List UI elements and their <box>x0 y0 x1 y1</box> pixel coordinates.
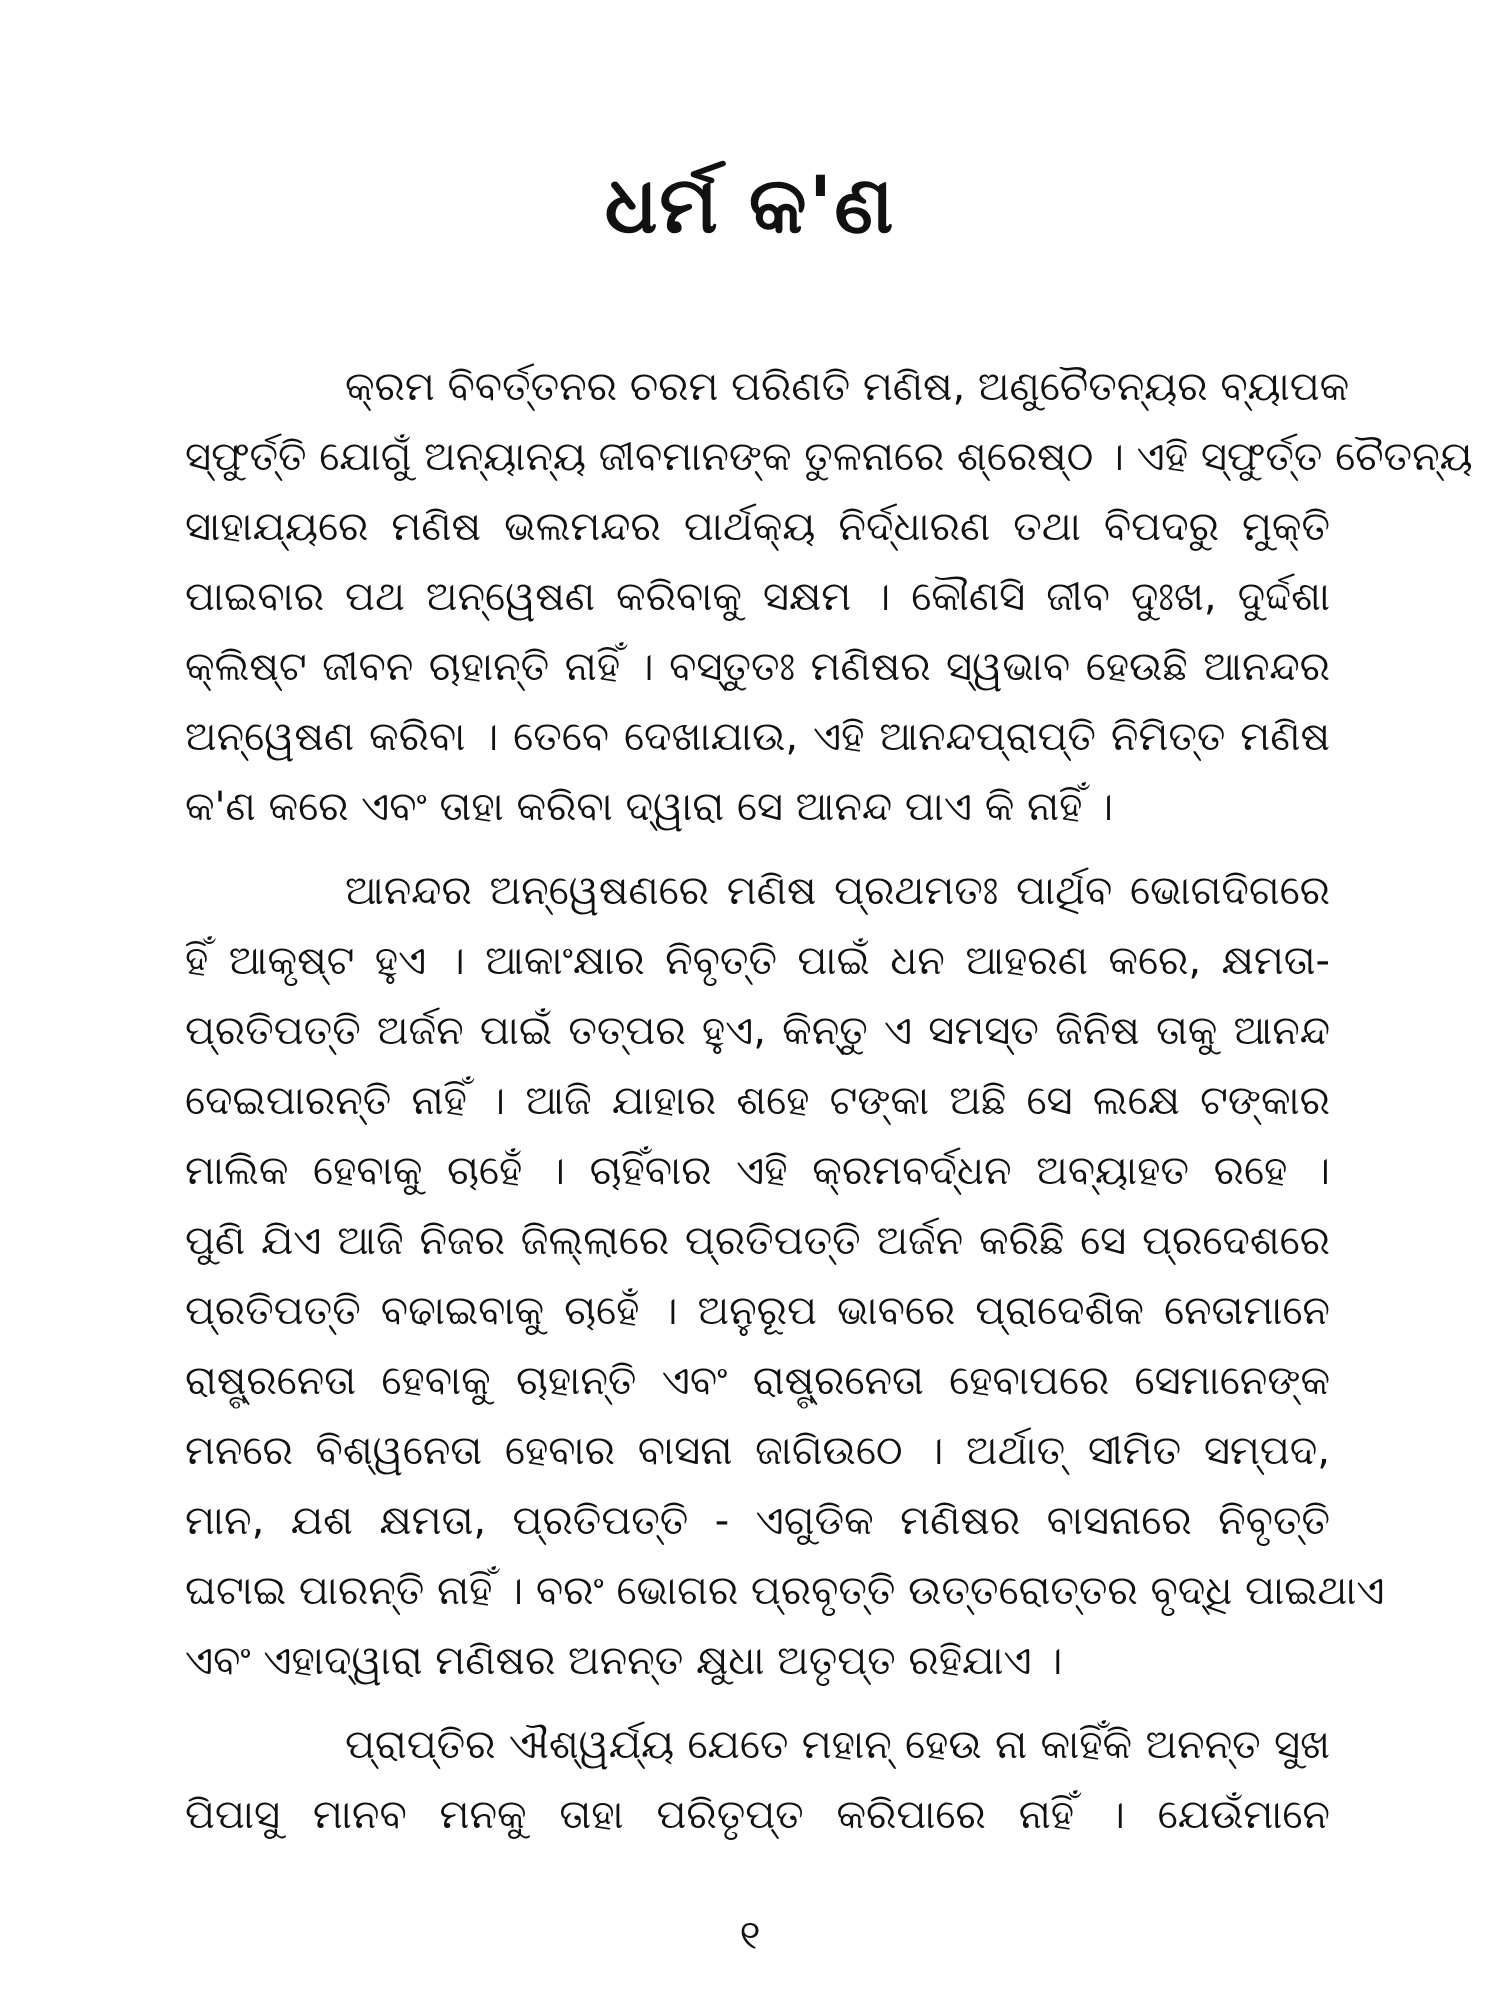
paragraph-3 <box>185 1710 1330 1850</box>
text-line: ପାଇବାର ପଥ ଅନ୍ୱେଷଣ କରିବାକୁ ସକ୍ଷମ । କୌଣସି ଜୀବ ଦୁଃଖ, ଦୁର୍ଦ୍ଦଶା <box>185 574 1330 620</box>
text-line: କ'ଣ କରେ ଏବଂ ତାହା କରିବା ଦ୍ୱାରା ସେ ଆନନ୍ଦ ପାଏ କି ନାହିଁ । <box>185 784 1114 830</box>
text-line: କ୍ଲିଷ୍ଟ ଜୀବନ ଚାହାନ୍ତି ନାହିଁ । ବସ୍ତୁତଃ ମଣିଷର ସ୍ୱଭାବ ହେଉଛି ଆନନ୍ଦର <box>185 644 1330 690</box>
text-line: ଅନ୍ୱେଷଣ କରିବା । ତେବେ ଦେଖାଯାଉ, ଏହି ଆନନ୍ଦପ୍ରାପ୍ତି ନିମିତ୍ତ ମଣିଷ <box>185 714 1330 760</box>
text-line: ସାହାଯ୍ୟରେ ମଣିଷ ଭଲମନ୍ଦର ପାର୍ଥକ୍ୟ ନିର୍ଦ୍ଧାରଣ ତଥା ବିପଦରୁ ମୁକ୍ତି <box>185 504 1330 550</box>
page-number: ୧ <box>739 1913 761 1959</box>
text-line: ପ୍ରତିପତ୍ତି ବଢାଇବାକୁ ଚାହେଁ । ଅନୁରୂପ ଭାବରେ ପ୍ରାଦେଶିକ ନେତାମାନେ <box>185 1288 1330 1334</box>
text-line: ଘଟାଇ ପାରନ୍ତି ନାହିଁ । ବରଂ ଭୋଗର ପ୍ରବୃତ୍ତି ଉତ୍ତରୋତ୍ତର ବୃଦ୍ଧି ପାଇଥାଏ <box>185 1568 1385 1614</box>
text-line: ଦେଇପାରନ୍ତି ନାହିଁ । ଆଜି ଯାହାର ଶହେ ଟଙ୍କା ଅଛି ସେ ଲକ୍ଷେ ଟଙ୍କାର <box>185 1078 1330 1124</box>
text-line: ପିପାସୁ ମାନବ ମନକୁ ତାହା ପରିତୃପ୍ତ କରିପାରେ ନାହିଁ । ଯେଉଁମାନେ <box>185 1792 1330 1838</box>
text-line: ସ୍ଫୁର୍ତ୍ତି ଯୋଗୁଁ ଅନ୍ୟାନ୍ୟ ଜୀବମାନଙ୍କ ତୁଳନାରେ ଶ୍ରେଷ୍ଠ । ଏହି ସ୍ଫୁର୍ତ୍ତ ଚୈତନ୍ୟ <box>185 434 1473 480</box>
text-line: ହିଁ ଆକୃଷ୍ଟ ହୁଏ । ଆକାଂକ୍ଷାର ନିବୃତ୍ତି ପାଇଁ ଧନ ଆହରଣ କରେ, କ୍ଷମତା- <box>185 938 1330 984</box>
text-line: ରାଷ୍ଟ୍ରନେତା ହେବାକୁ ଚାହାନ୍ତି ଏବଂ ରାଷ୍ଟ୍ରନେତା ହେବାପରେ ସେମାନେଙ୍କ <box>185 1358 1330 1404</box>
paragraph-1 <box>185 352 1473 842</box>
text-line: କ୍ରମ ବିବର୍ତ୍ତନର ଚରମ ପରିଣତି ମଣିଷ, ଅଣୁଚୈତନ୍ୟର ବ୍ୟାପକ <box>345 364 1350 410</box>
body-text <box>185 352 1473 1864</box>
text-line: ଏବଂ ଏହାଦ୍ୱାରା ମଣିଷର ଅନନ୍ତ କ୍ଷୁଧା ଅତୃପ୍ତ ରହିଯାଏ । <box>185 1638 1063 1684</box>
text-line: ଆନନ୍ଦର ଅନ୍ୱେଷଣରେ ମଣିଷ ପ୍ରଥମତଃ ପାର୍ଥିବ ଭୋଗଦିଗରେ <box>345 868 1330 914</box>
text-line: ପ୍ରତିପତ୍ତି ଅର୍ଜନ ପାଇଁ ତତ୍ପର ହୁଏ, କିନ୍ତୁ ଏ ସମସ୍ତ ଜିନିଷ ତାକୁ ଆନନ୍ଦ <box>185 1008 1330 1054</box>
text-line: ପୁଣି ଯିଏ ଆଜି ନିଜର ଜିଲ୍ଲାରେ ପ୍ରତିପତ୍ତି ଅର୍ଜନ କରିଛି ସେ ପ୍ରଦେଶରେ <box>185 1218 1330 1264</box>
text-line: ମାଲିକ ହେବାକୁ ଚାହେଁ । ଚାହିଁବାର ଏହି କ୍ରମବର୍ଦ୍ଧନ ଅବ୍ୟାହତ ରହେ । <box>185 1148 1330 1194</box>
text-line: ମାନ, ଯଶ କ୍ଷମତା, ପ୍ରତିପତ୍ତି - ଏଗୁଡିକ ମଣିଷର ବାସନାରେ ନିବୃତ୍ତି <box>185 1498 1330 1544</box>
chapter-title: ଧର୍ମ କ'ଣ <box>604 161 896 251</box>
text-line: ପ୍ରାପ୍ତିର ଐଶ୍ୱର୍ଯ୍ୟ ଯେତେ ମହାନ୍ ହେଉ ନା କାହିଁକି ଅନନ୍ତ ସୁଖ <box>345 1722 1330 1768</box>
text-line: ମନରେ ବିଶ୍ୱନେତା ହେବାର ବାସନା ଜାଗିଉଠେ । ଅର୍ଥାତ୍ ସୀମିତ ସମ୍ପଦ, <box>185 1428 1330 1474</box>
paragraph-2 <box>185 856 1385 1696</box>
